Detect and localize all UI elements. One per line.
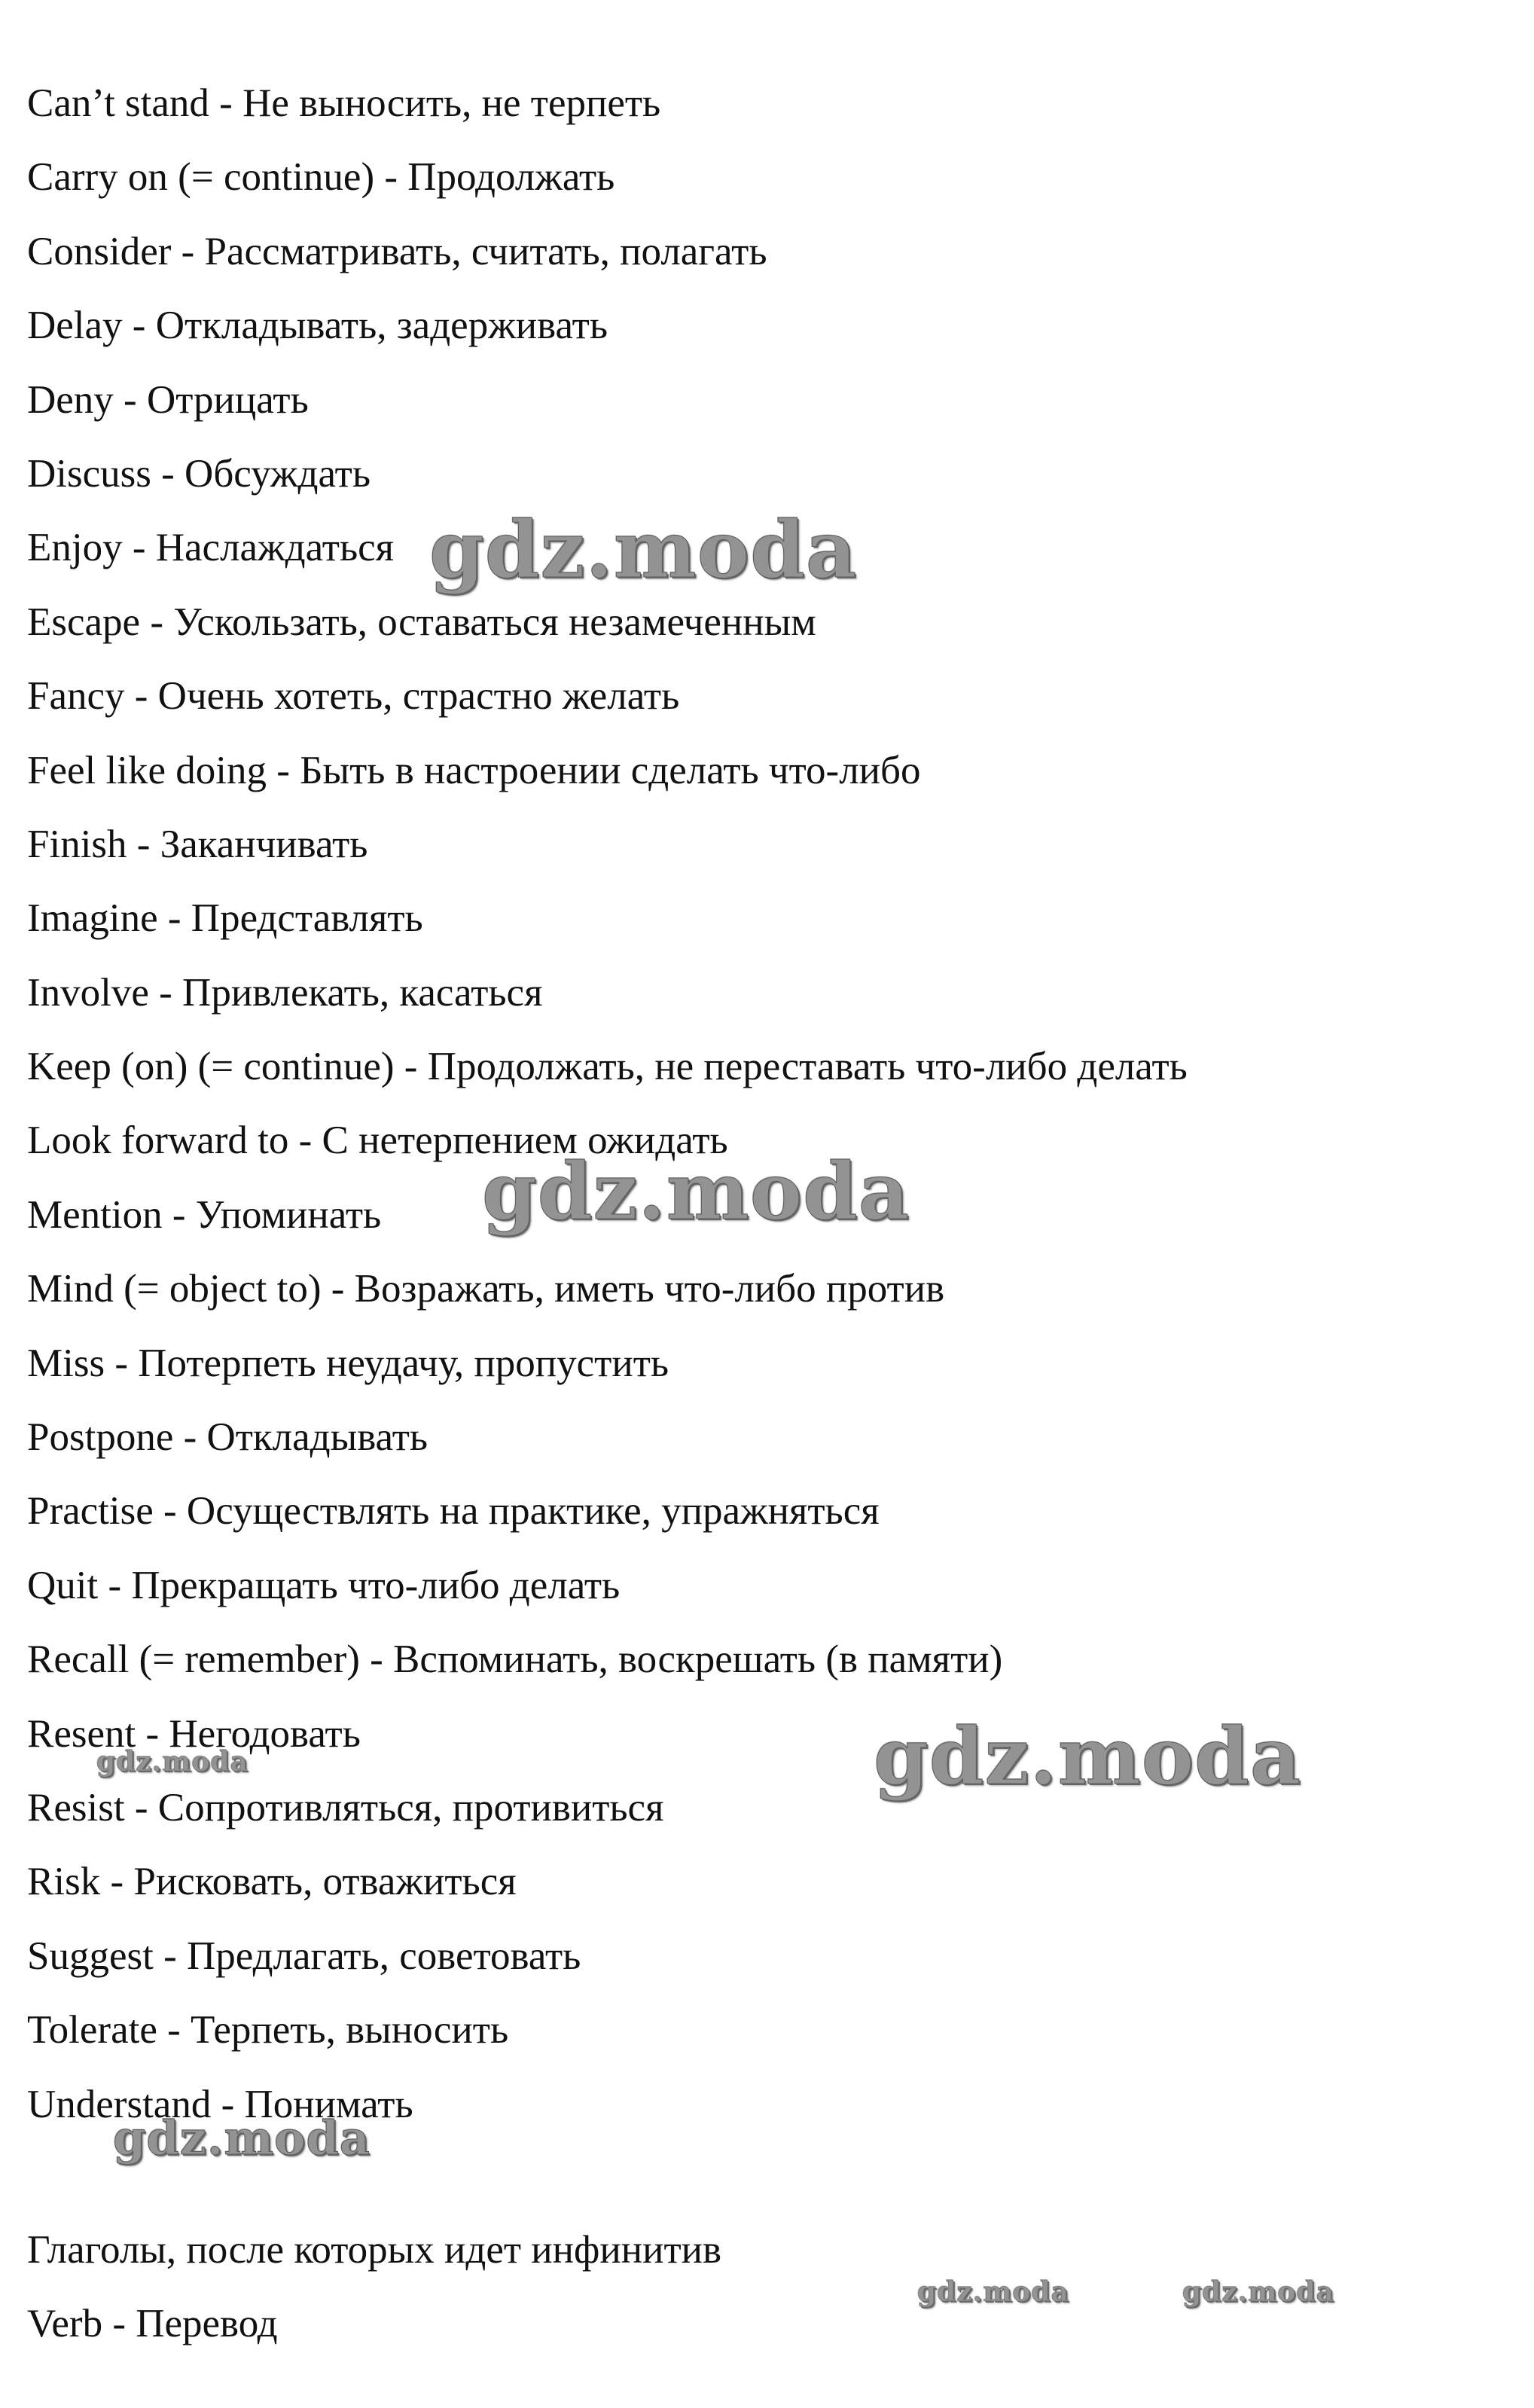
list-item: Keep (on) (= continue) - Продолжать, не переставать что-либо делать — [27, 1045, 1188, 1089]
list-item: Carry on (= continue) - Продолжать — [27, 155, 615, 200]
section-heading: Глаголы, после которых идет инфинитив — [27, 2228, 721, 2272]
watermark: gdz.moda — [429, 503, 858, 596]
list-item: Resent - Негодовать — [27, 1711, 361, 1756]
gerund-verb-list — [27, 66, 1188, 2141]
list-item: Resist - Сопротивляться, противиться — [27, 1785, 664, 1830]
list-item: Feel like doing - Быть в настроении сделать что-либо — [27, 748, 921, 792]
list-item: Tolerate - Терпеть, выносить — [27, 2008, 509, 2052]
watermark: gdz.moda — [1182, 2276, 1334, 2308]
list-item: Fancy - Очень хотеть, страстно желать — [27, 674, 680, 719]
list-item: Risk - Рисковать, отважиться — [27, 1860, 517, 1904]
list-item: Mention - Упоминать — [27, 1192, 382, 1237]
list-item: Miss - Потерпеть неудачу, пропустить — [27, 1341, 669, 1385]
list-item: Look forward to - С нетерпением ожидать — [27, 1119, 728, 1163]
list-item: Quit - Прекращать что-либо делать — [27, 1563, 621, 1607]
list-item: Recall (= remember) - Вспоминать, воскрешать (в памяти) — [27, 1637, 1003, 1682]
list-item: Suggest - Предлагать, советовать — [27, 1933, 581, 1978]
list-item: Understand - Понимать — [27, 2082, 413, 2126]
list-item: Deny - Отрицать — [27, 377, 309, 422]
list-item: Can’t stand - Не выносить, не терпеть — [27, 81, 661, 125]
watermark: gdz.moda — [874, 1710, 1302, 1802]
watermark: gdz.moda — [482, 1145, 910, 1238]
watermark: gdz.moda — [917, 2276, 1069, 2308]
list-item: Postpone - Откладывать — [27, 1415, 428, 1460]
list-item: Consider - Рассматривать, считать, полагать — [27, 229, 767, 273]
watermark: gdz.moda — [113, 2110, 371, 2165]
list-item: Involve - Привлекать, касаться — [27, 970, 543, 1015]
watermark: gdz.moda — [96, 1746, 249, 1778]
table-header: Verb - Перевод — [27, 2302, 278, 2345]
list-item: Escape - Ускользать, оставаться незамеченным — [27, 600, 816, 644]
list-item: Practise - Осуществлять на практике, упражняться — [27, 1489, 880, 1534]
list-item: Mind (= object to) - Возражать, иметь что-либо против — [27, 1267, 945, 1311]
list-item: Delay - Откладывать, задерживать — [27, 304, 608, 348]
list-item: Discuss - Обсуждать — [27, 451, 371, 496]
list-item: Enjoy - Наслаждаться — [27, 526, 395, 570]
list-item: Imagine - Представлять — [27, 896, 423, 941]
list-item: Finish - Заканчивать — [27, 822, 368, 866]
